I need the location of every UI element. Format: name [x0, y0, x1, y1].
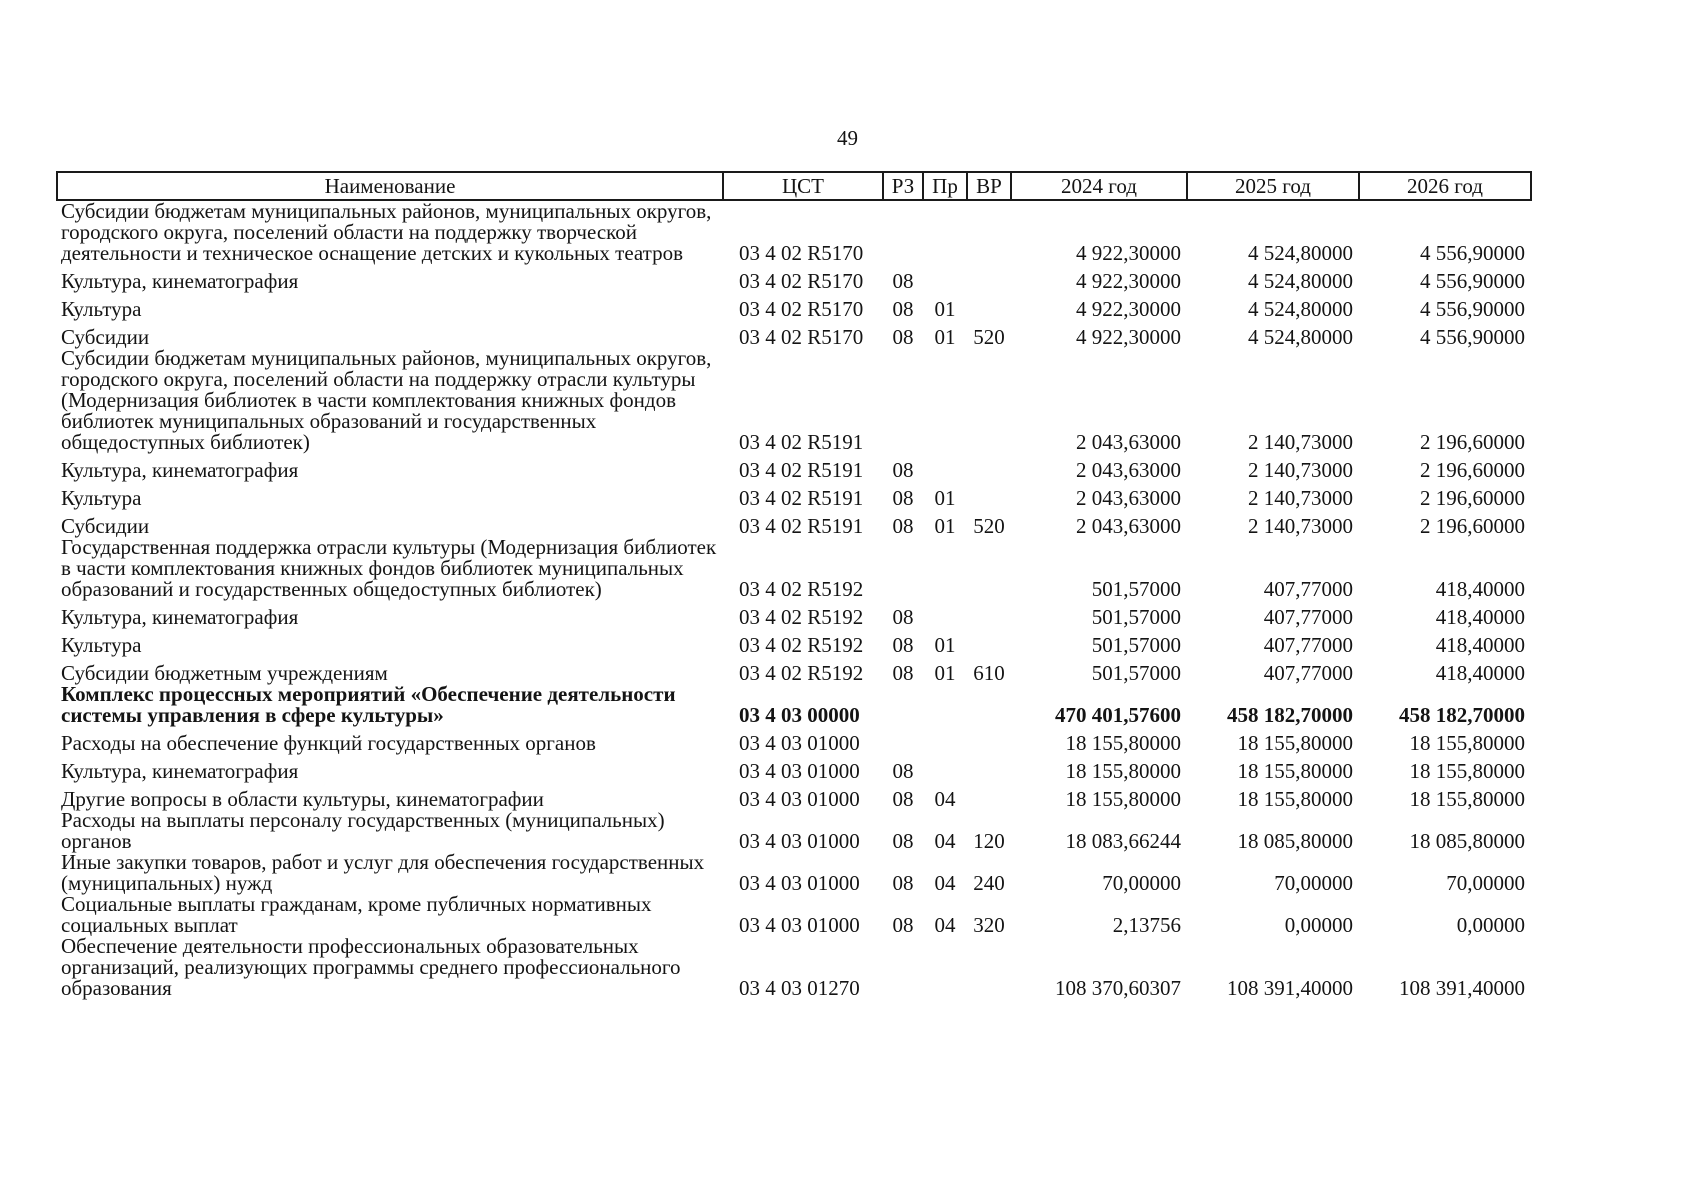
row-value-2026: 18 155,80000 — [1409, 759, 1525, 783]
row-value-2025: 458 182,70000 — [1227, 703, 1353, 727]
row-value-2024: 470 401,57600 — [1055, 703, 1181, 727]
row-rz: 08 — [892, 633, 914, 657]
row-pr — [923, 936, 967, 999]
row-vr: 120 — [973, 829, 1005, 853]
row-value-2024: 2,13756 — [1112, 913, 1181, 937]
row-pr: 01 — [934, 297, 956, 321]
row-pr — [923, 600, 967, 628]
row-value-2026: 2 196,60000 — [1420, 514, 1525, 538]
row-vr: 520 — [973, 514, 1005, 538]
table-row — [57, 509, 1531, 537]
row-name: Иные закупки товаров, работ и услуг для обеспечения государственных (муниципальных) нужд — [61, 850, 705, 895]
row-value-2024: 18 155,80000 — [1065, 787, 1181, 811]
row-pr — [923, 264, 967, 292]
row-value-2024: 501,57000 — [1091, 661, 1181, 685]
row-value-2026: 108 391,40000 — [1399, 976, 1525, 1000]
row-vr — [967, 264, 1011, 292]
row-value-2026: 18 085,80000 — [1409, 829, 1525, 853]
table-row — [57, 754, 1531, 782]
table-row — [57, 264, 1531, 292]
row-cst: 03 4 02 R5191 — [739, 486, 864, 510]
row-vr — [967, 782, 1011, 810]
row-value-2024: 501,57000 — [1091, 577, 1181, 601]
table-row — [57, 200, 1531, 264]
row-value-2024: 2 043,63000 — [1076, 486, 1181, 510]
row-vr — [967, 348, 1011, 453]
table-row — [57, 852, 1531, 894]
row-name: Государственная поддержка отрасли культуры (Модернизация библиотек в части комплектования книжных фондов библиотек муниципальных образований и государственных общедоступных библиотек) — [61, 535, 717, 601]
table-row — [57, 726, 1531, 754]
table-row — [57, 628, 1531, 656]
header-cst: ЦСТ — [723, 172, 883, 200]
row-cst: 03 4 03 01000 — [739, 731, 860, 755]
table-row — [57, 348, 1531, 453]
row-name: Обеспечение деятельности профессиональных образовательных организаций, реализующих программы среднего профессионального образования — [61, 934, 681, 1000]
row-value-2025: 108 391,40000 — [1227, 976, 1353, 1000]
row-rz: 08 — [892, 514, 914, 538]
row-rz: 08 — [892, 269, 914, 293]
row-vr — [967, 292, 1011, 320]
row-rz: 08 — [892, 297, 914, 321]
row-value-2024: 4 922,30000 — [1076, 325, 1181, 349]
row-pr: 01 — [934, 486, 956, 510]
row-rz: 08 — [892, 787, 914, 811]
row-pr — [923, 537, 967, 600]
row-name: Другие вопросы в области культуры, кинематографии — [61, 787, 544, 811]
row-cst: 03 4 02 R5191 — [739, 430, 864, 454]
row-value-2026: 2 196,60000 — [1420, 458, 1525, 482]
row-pr — [923, 754, 967, 782]
row-pr — [923, 684, 967, 726]
row-value-2024: 108 370,60307 — [1055, 976, 1181, 1000]
table-row — [57, 453, 1531, 481]
row-rz — [883, 726, 923, 754]
row-name: Культура, кинематография — [61, 759, 299, 783]
row-pr: 01 — [934, 514, 956, 538]
row-rz: 08 — [892, 871, 914, 895]
row-value-2025: 4 524,80000 — [1248, 325, 1353, 349]
row-value-2026: 18 155,80000 — [1409, 731, 1525, 755]
row-value-2025: 0,00000 — [1284, 913, 1353, 937]
row-value-2026: 70,00000 — [1446, 871, 1525, 895]
row-name: Комплекс процессных мероприятий «Обеспечение деятельности системы управления в сфере культуры» — [61, 682, 676, 727]
row-value-2024: 2 043,63000 — [1076, 430, 1181, 454]
row-value-2026: 2 196,60000 — [1420, 486, 1525, 510]
row-cst: 03 4 02 R5192 — [739, 633, 864, 657]
row-name: Субсидии — [61, 325, 150, 349]
row-name: Расходы на выплаты персоналу государственных (муниципальных) органов — [61, 808, 665, 853]
row-cst: 03 4 02 R5192 — [739, 605, 864, 629]
table-body — [57, 200, 1531, 999]
row-vr: 320 — [973, 913, 1005, 937]
row-rz: 08 — [892, 486, 914, 510]
row-value-2024: 2 043,63000 — [1076, 458, 1181, 482]
row-value-2026: 4 556,90000 — [1420, 325, 1525, 349]
row-cst: 03 4 03 01000 — [739, 871, 860, 895]
row-value-2024: 70,00000 — [1102, 871, 1181, 895]
row-value-2025: 70,00000 — [1274, 871, 1353, 895]
table-row — [57, 537, 1531, 600]
row-value-2026: 2 196,60000 — [1420, 430, 1525, 454]
row-value-2025: 4 524,80000 — [1248, 297, 1353, 321]
header-rz: РЗ — [883, 172, 923, 200]
row-value-2024: 18 155,80000 — [1065, 731, 1181, 755]
table-row — [57, 810, 1531, 852]
row-name: Субсидии бюджетам муниципальных районов, муниципальных округов, городского округа, поселений области на поддержку отрасли культуры (Модернизация библиотек в части комплектования книжных фондов библиотек муниципальных образований и государственных общедоступных библиотек) — [61, 346, 712, 454]
row-vr: 240 — [973, 871, 1005, 895]
table-row — [57, 684, 1531, 726]
row-value-2024: 18 083,66244 — [1065, 829, 1181, 853]
row-value-2025: 407,77000 — [1263, 661, 1353, 685]
page-number: 49 — [837, 126, 858, 150]
row-cst: 03 4 03 01000 — [739, 829, 860, 853]
row-name: Субсидии бюджетным учреждениям — [61, 661, 388, 685]
row-value-2026: 418,40000 — [1435, 661, 1525, 685]
row-vr — [967, 754, 1011, 782]
row-value-2025: 407,77000 — [1263, 633, 1353, 657]
row-name: Культура — [61, 297, 142, 321]
row-vr — [967, 684, 1011, 726]
row-cst: 03 4 03 01000 — [739, 787, 860, 811]
row-rz — [883, 936, 923, 999]
row-value-2025: 18 085,80000 — [1237, 829, 1353, 853]
row-rz: 08 — [892, 829, 914, 853]
row-value-2025: 18 155,80000 — [1237, 759, 1353, 783]
row-pr — [923, 726, 967, 754]
row-vr — [967, 453, 1011, 481]
row-pr: 04 — [934, 913, 956, 937]
row-cst: 03 4 02 R5191 — [739, 514, 864, 538]
row-name: Культура, кинематография — [61, 605, 299, 629]
table-row — [57, 936, 1531, 999]
table-row — [57, 292, 1531, 320]
row-pr: 04 — [934, 829, 956, 853]
row-value-2025: 4 524,80000 — [1248, 241, 1353, 265]
row-name: Расходы на обеспечение функций государственных органов — [61, 731, 596, 755]
row-value-2024: 501,57000 — [1091, 605, 1181, 629]
row-rz — [883, 200, 923, 264]
row-cst: 03 4 02 R5170 — [739, 297, 864, 321]
row-rz: 08 — [892, 661, 914, 685]
row-vr: 520 — [973, 325, 1005, 349]
row-vr — [967, 936, 1011, 999]
row-pr: 01 — [934, 661, 956, 685]
row-pr — [923, 348, 967, 453]
row-name: Субсидии — [61, 514, 150, 538]
row-cst: 03 4 02 R5192 — [739, 661, 864, 685]
row-value-2026: 4 556,90000 — [1420, 269, 1525, 293]
row-pr: 04 — [934, 871, 956, 895]
header-2025: 2025 год — [1187, 172, 1359, 200]
row-value-2024: 4 922,30000 — [1076, 297, 1181, 321]
row-rz: 08 — [892, 458, 914, 482]
row-value-2025: 4 524,80000 — [1248, 269, 1353, 293]
row-cst: 03 4 02 R5192 — [739, 577, 864, 601]
row-value-2024: 4 922,30000 — [1076, 269, 1181, 293]
header-row — [57, 172, 1531, 200]
row-value-2024: 2 043,63000 — [1076, 514, 1181, 538]
row-value-2026: 18 155,80000 — [1409, 787, 1525, 811]
table-row — [57, 320, 1531, 348]
table-row — [57, 894, 1531, 936]
table-row — [57, 481, 1531, 509]
header-name: Наименование — [57, 172, 723, 200]
row-vr — [967, 200, 1011, 264]
row-value-2026: 458 182,70000 — [1399, 703, 1525, 727]
row-rz: 08 — [892, 913, 914, 937]
row-value-2025: 2 140,73000 — [1248, 458, 1353, 482]
row-cst: 03 4 03 01000 — [739, 913, 860, 937]
row-name: Культура — [61, 486, 142, 510]
row-value-2025: 2 140,73000 — [1248, 430, 1353, 454]
row-rz — [883, 537, 923, 600]
row-value-2025: 18 155,80000 — [1237, 731, 1353, 755]
row-name: Культура, кинематография — [61, 269, 299, 293]
row-value-2024: 501,57000 — [1091, 633, 1181, 657]
row-pr: 01 — [934, 633, 956, 657]
row-pr — [923, 200, 967, 264]
row-value-2024: 18 155,80000 — [1065, 759, 1181, 783]
table-row — [57, 656, 1531, 684]
row-value-2026: 0,00000 — [1456, 913, 1525, 937]
row-name: Культура, кинематография — [61, 458, 299, 482]
row-value-2025: 18 155,80000 — [1237, 787, 1353, 811]
row-rz: 08 — [892, 605, 914, 629]
row-value-2026: 418,40000 — [1435, 633, 1525, 657]
row-cst: 03 4 02 R5191 — [739, 458, 864, 482]
row-cst: 03 4 02 R5170 — [739, 241, 864, 265]
row-pr: 01 — [934, 325, 956, 349]
header-2024: 2024 год — [1011, 172, 1187, 200]
table-row — [57, 600, 1531, 628]
row-value-2026: 418,40000 — [1435, 577, 1525, 601]
header-2026: 2026 год — [1359, 172, 1531, 200]
row-rz — [883, 348, 923, 453]
budget-table — [56, 171, 1532, 999]
row-name: Социальные выплаты гражданам, кроме публичных нормативных социальных выплат — [61, 892, 652, 937]
row-value-2026: 4 556,90000 — [1420, 241, 1525, 265]
row-pr: 04 — [934, 787, 956, 811]
row-cst: 03 4 03 01000 — [739, 759, 860, 783]
row-value-2026: 4 556,90000 — [1420, 297, 1525, 321]
row-vr — [967, 726, 1011, 754]
row-vr — [967, 600, 1011, 628]
row-cst: 03 4 03 01270 — [739, 976, 860, 1000]
row-value-2024: 4 922,30000 — [1076, 241, 1181, 265]
row-pr — [923, 453, 967, 481]
row-vr — [967, 537, 1011, 600]
row-name: Культура — [61, 633, 142, 657]
row-cst: 03 4 02 R5170 — [739, 325, 864, 349]
row-rz — [883, 684, 923, 726]
row-value-2026: 418,40000 — [1435, 605, 1525, 629]
row-vr — [967, 628, 1011, 656]
row-value-2025: 407,77000 — [1263, 605, 1353, 629]
row-rz: 08 — [892, 325, 914, 349]
row-rz: 08 — [892, 759, 914, 783]
row-name: Субсидии бюджетам муниципальных районов, муниципальных округов, городского округа, поселений области на поддержку творческой деятельности и техническое оснащение детских и кукольных театров — [61, 199, 712, 265]
row-cst: 03 4 03 00000 — [739, 703, 860, 727]
header-pr: Пр — [923, 172, 967, 200]
table-row — [57, 782, 1531, 810]
header-vr: ВР — [967, 172, 1011, 200]
row-value-2025: 2 140,73000 — [1248, 514, 1353, 538]
row-value-2025: 407,77000 — [1263, 577, 1353, 601]
row-vr: 610 — [973, 661, 1005, 685]
row-cst: 03 4 02 R5170 — [739, 269, 864, 293]
row-value-2025: 2 140,73000 — [1248, 486, 1353, 510]
row-vr — [967, 481, 1011, 509]
